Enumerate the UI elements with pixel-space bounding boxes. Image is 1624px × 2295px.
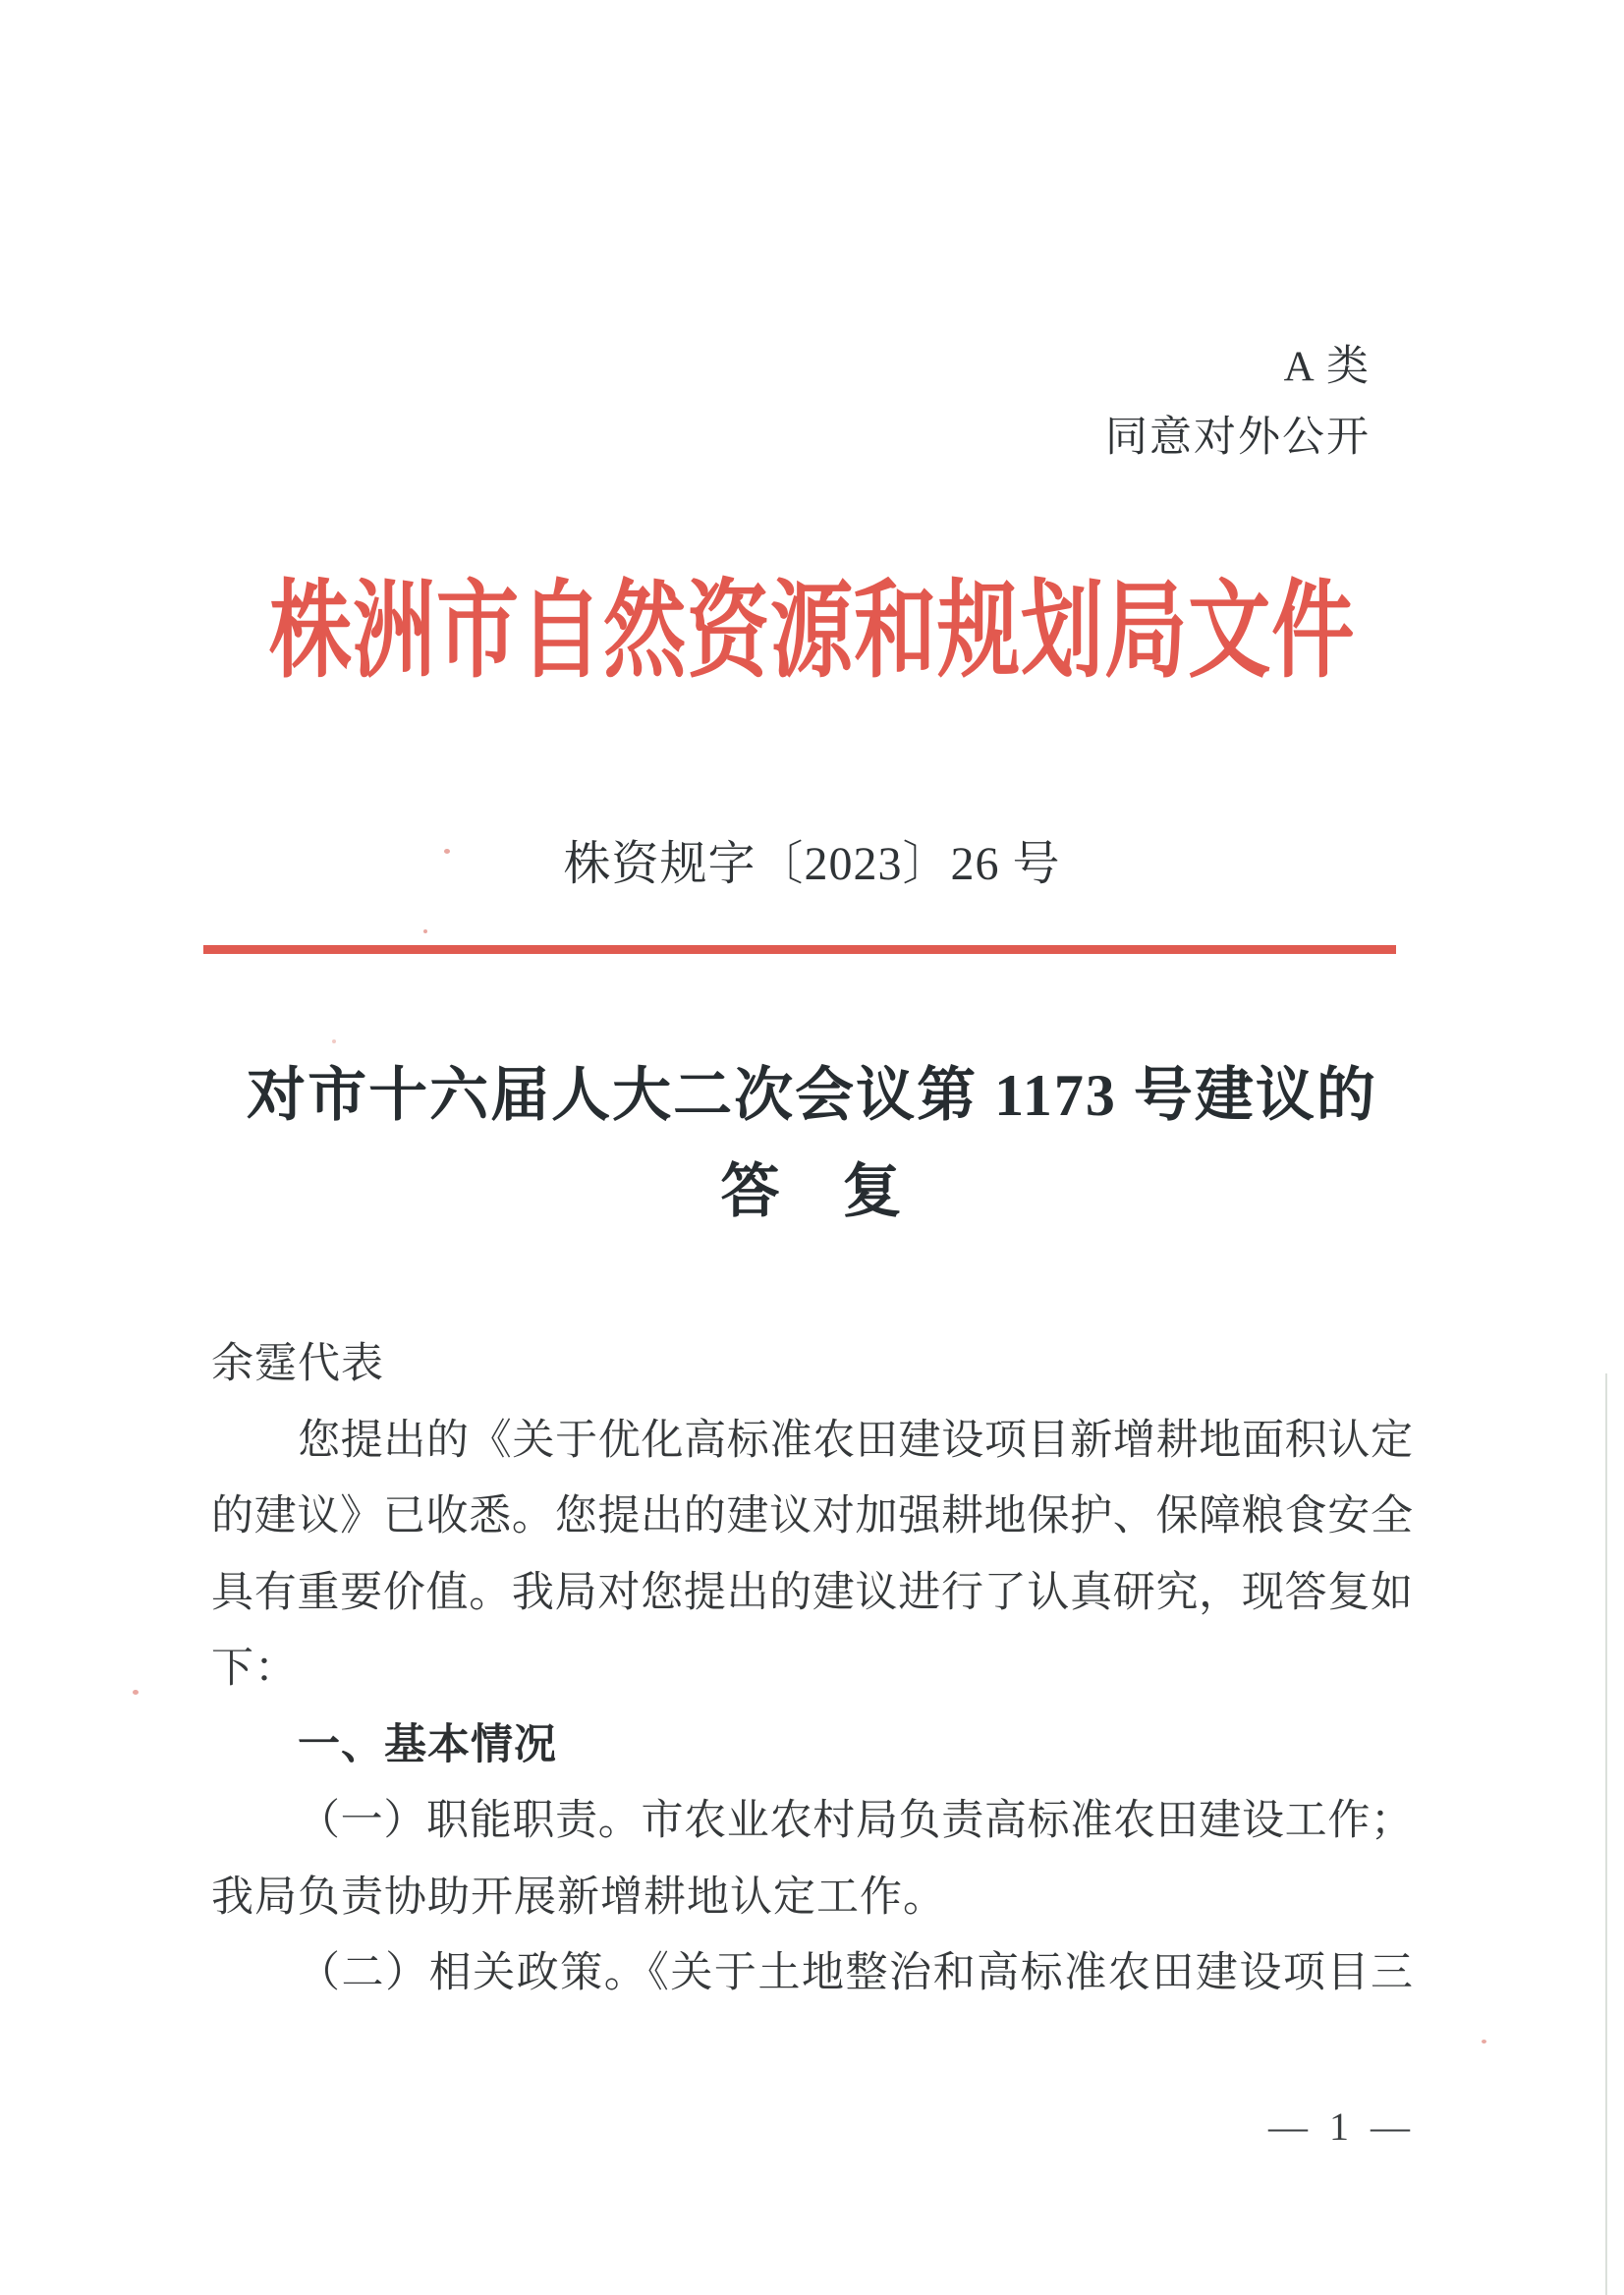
body-line: 具有重要价值。我局对您提出的建议进行了认真研究，现答复如 [211,1569,1413,1616]
agency-banner-text: 株洲市自然资源和规划局文件 [268,573,1356,691]
reply-title [0,1047,1624,1240]
page-number: — 1 — [1268,2104,1416,2149]
body-line: 我局负责协助开展新增耕地认定工作。 [211,1874,946,1921]
section-heading: 一、基本情况 [298,1720,557,1768]
reply-title-line1: 对市十六届人大二次会议第 1173 号建议的 [247,1063,1377,1128]
red-rule [203,945,1396,954]
scan-artifact-vertical-line [1605,1373,1607,2295]
body-line: （二）相关政策。《关于土地整治和高标准农田建设项目三 [298,1950,1413,1996]
scan-noise-dot [444,849,450,854]
doc-number: 株资规字〔2023〕26 号 [563,838,1061,890]
scan-noise-dot [332,1039,336,1043]
body-line: 下： [211,1646,298,1692]
classification-block [1105,332,1371,474]
body-line: 的建议》已收悉。您提出的建议对加强耕地保护、保障粮食安全 [211,1493,1413,1539]
publicity-note: 同意对外公开 [1105,415,1371,461]
body-text [211,1326,1413,2012]
body-line: 您提出的《关于优化高标准农田建设项目新增耕地面积认定 [298,1417,1413,1464]
scan-noise-dot [133,1690,139,1695]
scan-noise-dot [1482,2040,1486,2043]
scan-noise-dot [423,929,427,933]
classification-level: A 类 [1283,344,1371,390]
body-line: （一）职能职责。市农业农村局负责高标准农田建设工作； [298,1798,1413,1844]
reply-title-line2: 答 复 [720,1159,904,1224]
agency-banner [0,546,1624,696]
salutation-line: 余霆代表 [211,1341,384,1387]
